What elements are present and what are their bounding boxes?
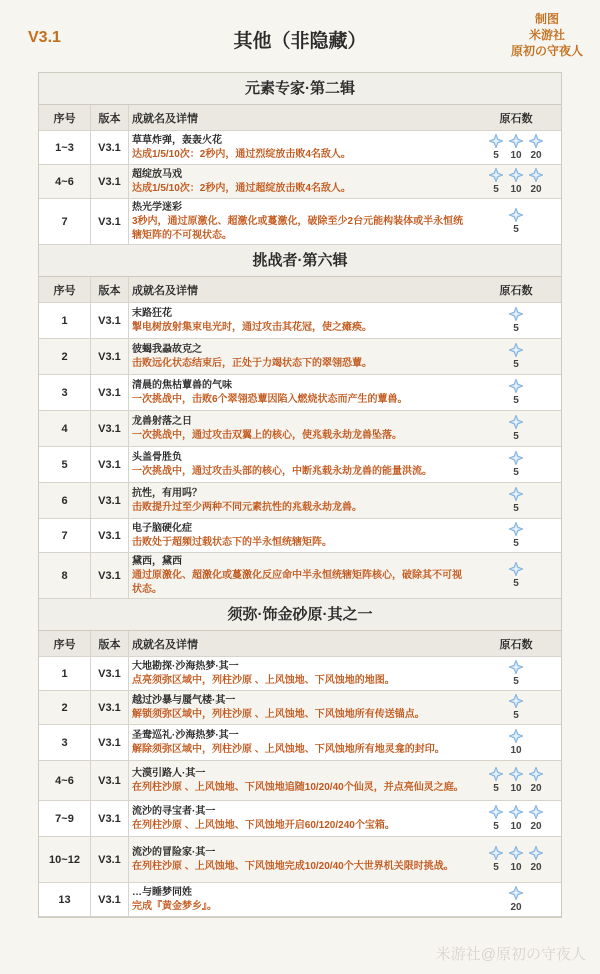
primogem-icon xyxy=(509,729,523,743)
row-reward xyxy=(471,657,561,690)
row-reward xyxy=(471,801,561,836)
row-reward xyxy=(471,837,561,882)
row-reward xyxy=(471,483,561,518)
achievement-desc: 击败提升过至少两种不同元素抗性的兆载永劫龙兽。 xyxy=(132,501,362,513)
row-version: V3.1 xyxy=(91,303,129,338)
row-version: V3.1 xyxy=(91,761,129,800)
row-no: 7 xyxy=(39,519,91,552)
row-detail xyxy=(129,447,471,482)
header-version: 版本 xyxy=(91,105,129,130)
row-version: V3.1 xyxy=(91,519,129,552)
achievement-name: 大地勘探·沙海热梦·其一 xyxy=(132,660,239,672)
primogem-count: 20 xyxy=(530,783,542,794)
row-no: 13 xyxy=(39,883,91,916)
row-version: V3.1 xyxy=(91,165,129,198)
achievement-name: 彼蝎我蝨故克之 xyxy=(132,343,202,355)
primogem-count: 5 xyxy=(493,862,499,873)
row-no: 1~3 xyxy=(39,131,91,164)
primogem-icon xyxy=(529,846,543,860)
primogem-icon xyxy=(489,767,503,781)
primogem-count: 10 xyxy=(510,184,522,195)
primogem-icon xyxy=(509,562,523,576)
primogem-icon xyxy=(489,168,503,182)
achievement-name: 圣鸯巡礼·沙海热梦·其一 xyxy=(132,729,239,741)
row-reward xyxy=(471,761,561,800)
row-detail xyxy=(129,375,471,410)
table-row xyxy=(39,339,561,375)
row-detail xyxy=(129,199,471,244)
achievement-desc: 完成『黄金梦乡』。 xyxy=(132,900,217,912)
achievement-desc: 在列柱沙原 、上风蚀地、下风蚀地完成10/20/40个大世界机关限时挑战。 xyxy=(132,860,454,872)
achievement-name: 龙兽射落之日 xyxy=(132,415,192,427)
row-no: 7 xyxy=(39,199,91,244)
primogem-reward xyxy=(508,487,524,514)
row-version: V3.1 xyxy=(91,657,129,690)
row-no: 4~6 xyxy=(39,761,91,800)
primogem-reward xyxy=(508,168,524,195)
row-version: V3.1 xyxy=(91,131,129,164)
table-header xyxy=(39,105,561,131)
primogem-icon xyxy=(489,134,503,148)
primogem-reward xyxy=(508,307,524,334)
primogem-icon xyxy=(509,522,523,536)
header-reward: 原石数 xyxy=(499,112,533,125)
row-version: V3.1 xyxy=(91,691,129,724)
primogem-count: 20 xyxy=(530,150,542,161)
achievement-name: 流沙的冒险家·其一 xyxy=(132,846,216,858)
row-reward xyxy=(471,725,561,760)
primogem-reward xyxy=(508,451,524,478)
primogem-count: 5 xyxy=(493,783,499,794)
primogem-count: 10 xyxy=(510,783,522,794)
row-detail xyxy=(129,483,471,518)
primogem-count: 5 xyxy=(513,467,519,478)
row-no: 4~6 xyxy=(39,165,91,198)
primogem-reward xyxy=(508,208,524,235)
achievement-name: 大漠引路人·其一 xyxy=(132,767,206,779)
row-reward xyxy=(471,131,561,164)
primogem-count: 10 xyxy=(510,745,522,756)
credits-line: 原初の守夜人 xyxy=(510,44,583,58)
row-version: V3.1 xyxy=(91,883,129,916)
primogem-icon xyxy=(529,805,543,819)
table-row xyxy=(39,657,561,691)
header-detail: 成就名及详情 xyxy=(132,112,198,125)
row-no: 2 xyxy=(39,339,91,374)
row-reward xyxy=(471,375,561,410)
credits xyxy=(502,11,592,59)
primogem-reward xyxy=(508,805,524,832)
table-header xyxy=(39,277,561,303)
primogem-count: 10 xyxy=(510,821,522,832)
header-reward: 原石数 xyxy=(499,284,533,297)
row-version: V3.1 xyxy=(91,339,129,374)
row-no: 5 xyxy=(39,447,91,482)
row-version: V3.1 xyxy=(91,411,129,446)
primogem-reward xyxy=(508,415,524,442)
primogem-icon xyxy=(489,805,503,819)
row-detail xyxy=(129,691,471,724)
primogem-icon xyxy=(509,805,523,819)
section-title: 挑战者·第六辑 xyxy=(39,245,561,277)
achievement-name: 草草炸弹，轰轰火花 xyxy=(132,134,222,146)
row-version: V3.1 xyxy=(91,483,129,518)
primogem-count: 5 xyxy=(493,150,499,161)
achievement-desc: 击败处于超频过载状态下的半永恒统辖矩阵。 xyxy=(132,536,332,548)
header-detail: 成就名及详情 xyxy=(132,638,198,651)
achievement-desc: 掣电树放射集束电光时，通过攻击其花冠，使之瘫痪。 xyxy=(132,321,372,333)
primogem-icon xyxy=(509,846,523,860)
table-row xyxy=(39,519,561,553)
primogem-count: 5 xyxy=(513,578,519,589)
row-version: V3.1 xyxy=(91,553,129,598)
row-no: 8 xyxy=(39,553,91,598)
primogem-reward xyxy=(508,343,524,370)
primogem-reward xyxy=(508,379,524,406)
table-row xyxy=(39,199,561,245)
row-reward xyxy=(471,447,561,482)
primogem-count: 5 xyxy=(493,184,499,195)
header-reward: 原石数 xyxy=(499,638,533,651)
watermark: 米游社@原初の守夜人 xyxy=(435,946,586,963)
achievement-name: 清晨的焦枯蕈兽的气味 xyxy=(132,379,232,391)
primogem-reward xyxy=(508,846,524,873)
primogem-count: 20 xyxy=(530,821,542,832)
primogem-reward xyxy=(528,846,544,873)
row-detail xyxy=(129,553,471,598)
primogem-reward xyxy=(528,767,544,794)
credits-line: 米游社 xyxy=(528,28,565,42)
table-row xyxy=(39,691,561,725)
header-no: 序号 xyxy=(39,631,91,656)
row-version: V3.1 xyxy=(91,447,129,482)
row-detail xyxy=(129,411,471,446)
row-detail xyxy=(129,519,471,552)
row-no: 3 xyxy=(39,375,91,410)
table-row xyxy=(39,447,561,483)
primogem-reward xyxy=(488,805,504,832)
section-title: 元素专家·第二辑 xyxy=(39,73,561,105)
row-reward xyxy=(471,553,561,598)
primogem-icon xyxy=(529,134,543,148)
primogem-icon xyxy=(529,767,543,781)
primogem-count: 5 xyxy=(513,676,519,687)
row-reward xyxy=(471,339,561,374)
achievement-desc: 解除须弥区域中，列柱沙原 、上风蚀地、下风蚀地所有地灵龛的封印。 xyxy=(132,743,445,755)
header-detail: 成就名及详情 xyxy=(132,284,198,297)
table-row xyxy=(39,131,561,165)
primogem-count: 10 xyxy=(510,150,522,161)
primogem-reward xyxy=(488,846,504,873)
primogem-icon xyxy=(489,846,503,860)
primogem-icon xyxy=(509,767,523,781)
table-row xyxy=(39,553,561,599)
row-version: V3.1 xyxy=(91,375,129,410)
achievement-desc: 3秒内，通过原激化、超激化或蔓激化，破除至少2台元能构装体或半永恒统辖矩阵的不可视状态。 xyxy=(132,215,464,241)
primogem-count: 5 xyxy=(513,431,519,442)
row-no: 1 xyxy=(39,303,91,338)
row-reward xyxy=(471,519,561,552)
row-detail xyxy=(129,883,471,916)
primogem-count: 5 xyxy=(513,710,519,721)
primogem-count: 5 xyxy=(513,323,519,334)
primogem-count: 5 xyxy=(513,224,519,235)
row-reward xyxy=(471,411,561,446)
achievement-desc: 点亮须弥区域中，列柱沙原 、上风蚀地、下风蚀地的地图。 xyxy=(132,674,395,686)
primogem-count: 5 xyxy=(513,503,519,514)
achievement-desc: 在列柱沙原 、上风蚀地、下风蚀地追随10/20/40个仙灵，并点亮仙灵之庭。 xyxy=(132,781,464,793)
row-no: 3 xyxy=(39,725,91,760)
row-version: V3.1 xyxy=(91,801,129,836)
row-detail xyxy=(129,725,471,760)
achievement-desc: 一次挑战中，通过攻击双翼上的核心，使兆载永劫龙兽坠落。 xyxy=(132,429,402,441)
row-reward xyxy=(471,199,561,244)
primogem-reward xyxy=(508,767,524,794)
achievement-desc: 一次挑战中，击败6个翠翎恐蕈因陷入燃烧状态而产生的蕈兽。 xyxy=(132,393,408,405)
achievement-name: 流沙的寻宝者·其一 xyxy=(132,805,216,817)
table-row xyxy=(39,375,561,411)
achievement-name: 头盖骨胜负 xyxy=(132,451,182,463)
primogem-reward xyxy=(528,805,544,832)
credits-line: 制图 xyxy=(534,12,559,26)
primogem-reward xyxy=(508,729,524,756)
achievement-name: 末路狂花 xyxy=(132,307,172,319)
achievement-name: 抗性，有用吗？ xyxy=(132,487,202,499)
primogem-icon xyxy=(509,168,523,182)
primogem-icon xyxy=(509,208,523,222)
row-detail xyxy=(129,165,471,198)
primogem-reward xyxy=(508,660,524,687)
row-no: 4 xyxy=(39,411,91,446)
achievement-desc: 解锁须弥区域中，列柱沙原 、上风蚀地、下风蚀地所有传送锚点。 xyxy=(132,708,425,720)
achievement-desc: 通过原激化、超激化或蔓激化反应命中半永恒统辖矩阵核心，破除其不可视状态。 xyxy=(132,569,462,595)
primogem-count: 5 xyxy=(513,538,519,549)
row-detail xyxy=(129,657,471,690)
row-no: 6 xyxy=(39,483,91,518)
row-detail xyxy=(129,131,471,164)
primogem-reward xyxy=(488,168,504,195)
primogem-reward xyxy=(508,886,524,913)
row-detail xyxy=(129,303,471,338)
achievement-name: 越过沙暴与蜃气楼·其一 xyxy=(132,694,236,706)
primogem-count: 5 xyxy=(513,359,519,370)
row-no: 1 xyxy=(39,657,91,690)
primogem-reward xyxy=(508,562,524,589)
primogem-icon xyxy=(509,134,523,148)
achievement-desc: 击败远化状态结束后，正处于力竭状态下的翠翎恐蕈。 xyxy=(132,357,372,369)
table-row xyxy=(39,165,561,199)
table-row xyxy=(39,801,561,837)
row-reward xyxy=(471,883,561,916)
table-row xyxy=(39,837,561,883)
version-tag: V3.1 xyxy=(28,29,61,46)
achievement-desc: 达成1/5/10次：2秒内，通过烈绽放击败4名敌人。 xyxy=(132,148,351,160)
primogem-reward xyxy=(508,694,524,721)
primogem-count: 5 xyxy=(513,395,519,406)
header-version: 版本 xyxy=(91,631,129,656)
table-row xyxy=(39,761,561,801)
primogem-icon xyxy=(509,451,523,465)
row-no: 10~12 xyxy=(39,837,91,882)
row-detail xyxy=(129,761,471,800)
achievement-table xyxy=(38,72,562,918)
primogem-reward xyxy=(528,134,544,161)
achievement-name: 电子脑硬化症 xyxy=(132,522,192,534)
achievement-name: 黛西，黛西 xyxy=(132,555,182,567)
header-no: 序号 xyxy=(39,105,91,130)
row-reward xyxy=(471,303,561,338)
table-header xyxy=(39,631,561,657)
row-reward xyxy=(471,165,561,198)
primogem-count: 10 xyxy=(510,862,522,873)
achievement-desc: 在列柱沙原 、上风蚀地、下风蚀地开启60/120/240个宝箱。 xyxy=(132,819,395,831)
primogem-reward xyxy=(488,767,504,794)
primogem-reward xyxy=(508,134,524,161)
table-row xyxy=(39,303,561,339)
primogem-icon xyxy=(509,379,523,393)
table-row xyxy=(39,483,561,519)
achievement-name: 超绽放马戏 xyxy=(132,168,182,180)
primogem-icon xyxy=(509,660,523,674)
achievement-desc: 达成1/5/10次：2秒内，通过超绽放击败4名敌人。 xyxy=(132,182,351,194)
primogem-icon xyxy=(509,487,523,501)
row-version: V3.1 xyxy=(91,837,129,882)
primogem-icon xyxy=(509,307,523,321)
primogem-count: 5 xyxy=(493,821,499,832)
row-detail xyxy=(129,339,471,374)
achievement-name: 热光学迷彩 xyxy=(132,201,182,213)
header-version: 版本 xyxy=(91,277,129,302)
section-title: 须弥·饰金砂原·其之一 xyxy=(39,599,561,631)
row-detail xyxy=(129,837,471,882)
row-version: V3.1 xyxy=(91,199,129,244)
header-no: 序号 xyxy=(39,277,91,302)
table-row xyxy=(39,725,561,761)
page-title: 其他（非隐藏） xyxy=(233,31,367,52)
primogem-reward xyxy=(528,168,544,195)
primogem-reward xyxy=(508,522,524,549)
primogem-reward xyxy=(488,134,504,161)
row-reward xyxy=(471,691,561,724)
row-detail xyxy=(129,801,471,836)
achievement-desc: 一次挑战中，通过攻击头部的核心，中断兆载永劫龙兽的能量洪流。 xyxy=(132,465,432,477)
primogem-count: 20 xyxy=(530,862,542,873)
primogem-icon xyxy=(529,168,543,182)
primogem-icon xyxy=(509,886,523,900)
primogem-icon xyxy=(509,694,523,708)
primogem-icon xyxy=(509,415,523,429)
primogem-count: 20 xyxy=(510,902,522,913)
row-version: V3.1 xyxy=(91,725,129,760)
table-row xyxy=(39,411,561,447)
row-no: 2 xyxy=(39,691,91,724)
row-no: 7~9 xyxy=(39,801,91,836)
primogem-count: 20 xyxy=(530,184,542,195)
table-row xyxy=(39,883,561,917)
achievement-name: …与睡梦同姓 xyxy=(132,886,192,898)
primogem-icon xyxy=(509,343,523,357)
